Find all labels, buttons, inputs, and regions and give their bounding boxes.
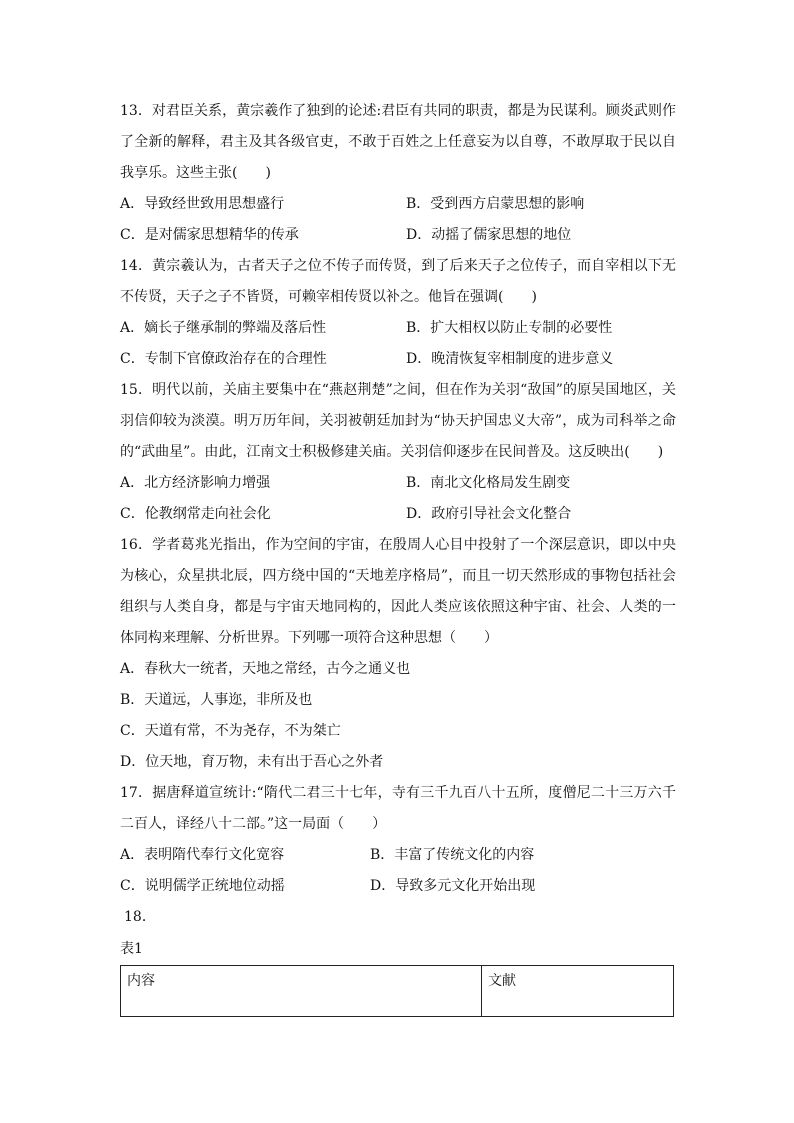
option-c: C．说明儒学正统地位动摇 [120,878,285,894]
option-row [120,499,676,530]
option-d: D．位天地，育万物，未有出于吾心之外者 [120,754,384,770]
option-c: C．伦教纲常走向社会化 [120,506,271,522]
exam-page [120,96,676,1017]
question-stem: 16．学者葛兆光指出，作为空间的宇宙，在殷周人心目中投射了一个深层意识，即以中央为核心，众星拱北辰，四方绕中国的“天地差序格局”，而且一切天然形成的事物包括社会组织与人类自身，都是与宇宙天地同构的，因此人类应该依照这种宇宙、社会、人类的一体同构来理解、分析世界。下列哪一项符合这种思想（ ） [120,537,676,646]
option-row [120,840,676,871]
option-a: A．导致经世致用思想盛行 [120,196,285,212]
question-18 [120,902,676,1017]
option-a: A．春秋大一统者，天地之常经，古今之通义也 [120,661,411,677]
table-caption: 表1 [120,941,143,957]
option-b: B．扩大相权以防止专制的必要性 [406,320,613,336]
question-number: 18． [124,909,156,925]
option-c: C．专制下官僚政治存在的合理性 [120,351,327,367]
table-header-content: 内容 [121,966,482,1017]
table-header-literature: 文献 [482,966,674,1017]
question-stem: 14．黄宗羲认为，古者天子之位不传子而传贤，到了后来天子之位传子，而自宰相以下无不传贤，天子之子不皆贤，可赖宰相传贤以补之。他旨在强调( ) [120,258,676,305]
option-a: A．表明隋代奉行文化宽容 [120,847,285,863]
option-row [120,220,676,251]
question-stem: 13．对君臣关系，黄宗羲作了独到的论述:君臣有共同的职责，都是为民谋利。顾炎武则作了全新的解释，君主及其各级官吏，不敢于百姓之上任意妄为以自尊，不敢厚取于民以自我享乐。这些主张( ) [120,103,676,181]
question-16 [120,530,676,778]
option-b: B．丰富了传统文化的内容 [370,847,535,863]
option-d: D．动摇了儒家思想的地位 [406,227,572,243]
option-row [120,468,676,499]
question-stem: 17．据唐释道宣统计:“隋代二君三十七年，寺有三千九百八十五所，度僧尼二十三万六千二百人，译经八十二部。”这一局面（ ） [120,785,676,832]
option-b: B．南北文化格局发生剧变 [406,475,571,491]
question-17 [120,778,676,902]
option-a: A．嫡长子继承制的弊端及落后性 [120,320,327,336]
option-b: B．天道远，人事迩，非所及也 [120,692,313,708]
reference-table [120,965,674,1017]
option-row [120,313,676,344]
option-c: C．天道有常，不为尧存，不为桀亡 [120,723,341,739]
option-row [120,189,676,220]
question-14 [120,251,676,375]
option-a: A．北方经济影响力增强 [120,475,271,491]
question-15 [120,375,676,530]
option-d: D．导致多元文化开始出现 [370,878,536,894]
option-row [120,871,676,902]
option-row [120,344,676,375]
option-d: D．政府引导社会文化整合 [406,506,572,522]
option-b: B．受到西方启蒙思想的影响 [406,196,585,212]
option-d: D．晚清恢复宰相制度的进步意义 [406,351,614,367]
table-row [121,966,674,1017]
question-13 [120,96,676,251]
question-stem: 15．明代以前，关庙主要集中在“燕赵荆楚”之间，但在作为关羽“敌国”的原吴国地区，关羽信仰较为淡漠。明万历年间，关羽被朝廷加封为“协天护国忠义大帝”，成为司科举之命的“武曲星”。由此，江南文士积极修建关庙。关羽信仰逐步在民间普及。这反映出( ) [120,382,676,460]
option-c: C．是对儒家思想精华的传承 [120,227,299,243]
